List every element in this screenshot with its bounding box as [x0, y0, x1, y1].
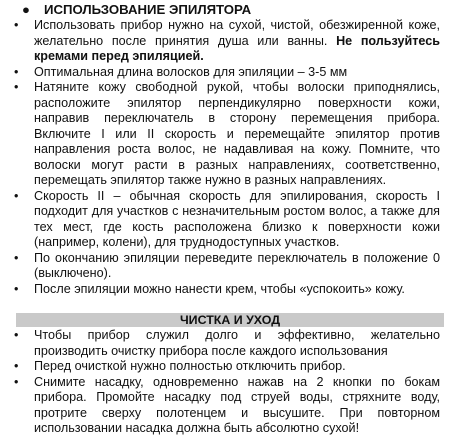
list-item	[0, 359, 459, 375]
item-text: Натяните кожу свободной рукой, чтобы волоски приподнялись, расположите эпилятор перпендикулярно поверхности кожи, направив переключатель в сторону перемещения прибора. Включите I или II скорость и перемещайте эпилятор против направления роста волос, не надавливая на кожу. Помните, что волоски могут расти в разных направлениях, соответственно, перемещать эпилятор также нужно в разных направлениях.	[34, 80, 440, 187]
list-item	[0, 18, 459, 65]
cleaning-list	[0, 328, 459, 437]
list-item	[0, 328, 459, 359]
heading-bullet: ●	[22, 2, 30, 17]
item-text: Чтобы прибор служил долго и эффективно, желательно производить очистку прибора после каждого использования	[34, 328, 440, 358]
list-bullet: •	[14, 374, 19, 389]
list-item	[0, 375, 459, 437]
list-item	[0, 65, 459, 81]
section-heading-cleaning: ЧИСТКА И УХОД	[16, 313, 444, 327]
list-bullet: •	[14, 359, 19, 373]
list-item	[0, 189, 459, 251]
list-item	[0, 282, 459, 298]
heading-title: ИСПОЛЬЗОВАНИЕ ЭПИЛЯТОРА	[43, 2, 252, 17]
item-text: После эпиляции можно нанести крем, чтобы «успокоить» кожу.	[34, 281, 405, 296]
list-bullet: •	[14, 64, 19, 79]
list-item	[0, 80, 459, 189]
item-warning-text: Не пользуйтесь кремами перед эпиляцией.	[34, 33, 440, 63]
item-text: Использовать прибор нужно на сухой, чистой, обезжиренной коже, желательно после принятия душа или ванны.	[34, 18, 440, 48]
list-bullet: •	[14, 281, 19, 296]
item-text: Снимите насадку, одновременно нажав на 2 кнопки по бокам прибора. Промойте насадку под струей воды, стряхните воду, протрите сверху полотенцем и высушите. При повторном использовании насадка должна быть абсолютно сухой!	[34, 374, 440, 435]
list-bullet: •	[14, 250, 19, 265]
item-text: Скорость II – обычная скорость для эпилирования, скорость I подходит для участков с незначительным ростом волос, а также для тех мест, где кость расположена близко к поверхности кожи (например, колени), для труднодоступных участков.	[34, 188, 440, 249]
list-item	[0, 251, 459, 282]
list-bullet: •	[14, 188, 19, 203]
list-bullet: •	[14, 328, 19, 342]
list-bullet: •	[14, 18, 19, 32]
item-text: По окончанию эпиляции переведите переключатель в положение 0 (выключено).	[34, 250, 440, 280]
section-heading-usage	[22, 2, 251, 18]
list-bullet: •	[14, 80, 19, 94]
item-text: Перед очисткой нужно полностью отключить прибор.	[34, 359, 346, 373]
usage-list	[0, 18, 459, 297]
item-text: Оптимальная длина волосков для эпиляции – 3-5 мм	[34, 64, 348, 79]
